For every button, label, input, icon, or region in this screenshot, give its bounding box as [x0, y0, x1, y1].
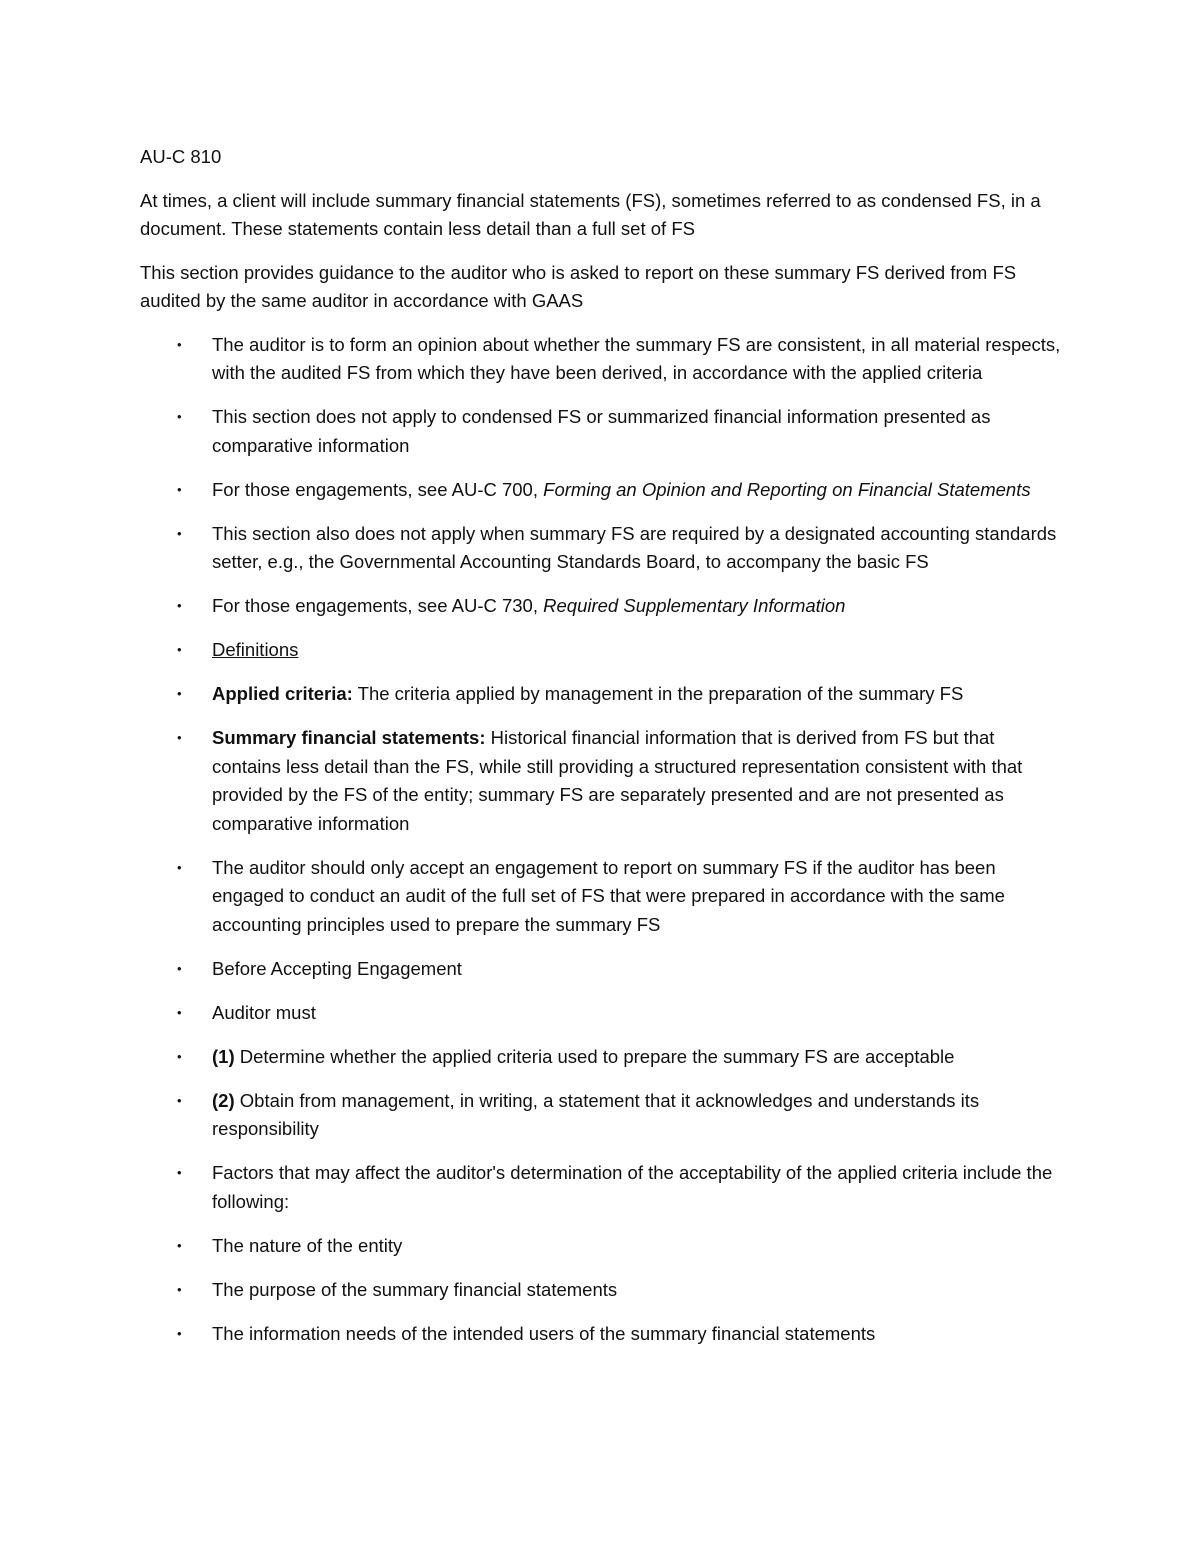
- bullet-text: Before Accepting Engagement: [212, 957, 462, 979]
- bullet-dot-icon: •: [177, 1092, 182, 1108]
- bullet-item: [140, 1087, 1065, 1144]
- bullet-item: [140, 1320, 1065, 1349]
- bullet-item: [140, 955, 1065, 984]
- bullet-item: [140, 520, 1065, 577]
- bullet-dot-icon: •: [177, 1165, 182, 1180]
- bullet-dot-icon: •: [177, 481, 182, 497]
- bullet-section-heading: Definitions: [212, 639, 299, 660]
- document-title: AU-C 810: [140, 146, 222, 167]
- bullet-text: The criteria applied by management in the preparation of the summary FS: [352, 683, 964, 704]
- bullet-text: Determine whether the applied criteria used to prepare the summary FS are acceptable: [234, 1045, 955, 1067]
- bullet-item: [140, 1232, 1065, 1261]
- bullet-text: The auditor is to form an opinion about whether the summary FS are consistent, in all material respects, with the audited FS from which they have been derived, in accordance with the applied criteria: [212, 333, 1061, 383]
- bullet-dot-icon: •: [177, 730, 182, 745]
- bullet-italic-title: Forming an Opinion and Reporting on Financial Statements: [543, 478, 1031, 500]
- bullet-dot-icon: •: [177, 598, 182, 613]
- bullet-item: [140, 680, 1065, 709]
- bullet-item: [140, 1043, 1065, 1072]
- bullet-item: [140, 1159, 1065, 1216]
- bullet-item: [140, 476, 1065, 505]
- document-body: [140, 143, 1065, 1364]
- bullet-dot-icon: •: [177, 960, 182, 976]
- bullet-text: Historical financial information that is derived from FS but that contains less detail than the FS, while still providing a structured representation consistent with that provided by the FS of the entity; summary FS are separately presented and are not presented as comparative information: [212, 727, 1023, 834]
- scope-paragraph: This section provides guidance to the auditor who is asked to report on these summary FS derived from FS audited by the same auditor in accordance with GAAS: [140, 261, 1017, 311]
- bullet-text-prefix: For those engagements, see AU-C 700,: [212, 478, 544, 500]
- bullet-item: [140, 999, 1065, 1028]
- bullet-text: This section does not apply to condensed FS or summarized financial information presented as comparative information: [212, 406, 991, 456]
- bullet-text: The information needs of the intended users of the summary financial statements: [212, 1322, 876, 1344]
- intro-paragraph: At times, a client will include summary financial statements (FS), sometimes referred to as condensed FS, in a document. These statements contain less detail than a full set of FS: [140, 189, 1041, 239]
- bullet-dot-icon: •: [177, 409, 182, 424]
- bullet-text: This section also does not apply when summary FS are required by a designated accounting standards setter, e.g., the Governmental Accounting Standards Board, to accompany the basic FS: [212, 522, 1057, 572]
- bullet-item: [140, 331, 1065, 388]
- bullet-dot-icon: •: [177, 686, 182, 701]
- bullet-item: [140, 592, 1065, 621]
- bullet-item: [140, 1276, 1065, 1305]
- bullet-bold-label: (2): [212, 1089, 235, 1111]
- bullet-text: The purpose of the summary financial statements: [212, 1278, 618, 1300]
- bullet-text: The nature of the entity: [212, 1234, 403, 1256]
- bullet-item: [140, 403, 1065, 460]
- bullet-bold-label: Summary financial statements:: [212, 727, 486, 748]
- bullet-item: [140, 854, 1065, 940]
- bullet-list: [140, 331, 1065, 1349]
- bullet-bold-label: (1): [212, 1045, 235, 1067]
- bullet-dot-icon: •: [177, 1281, 182, 1297]
- bullet-bold-label: Applied criteria:: [212, 683, 353, 704]
- bullet-dot-icon: •: [177, 642, 182, 657]
- bullet-text: Obtain from management, in writing, a statement that it acknowledges and understands its responsibility: [212, 1089, 980, 1139]
- bullet-item: [140, 636, 1065, 665]
- bullet-dot-icon: •: [177, 1004, 182, 1020]
- bullet-text: The auditor should only accept an engagement to report on summary FS if the auditor has been engaged to conduct an audit of the full set of FS that were prepared in accordance with the same accounting principles used to prepare the summary FS: [212, 856, 1005, 935]
- bullet-dot-icon: •: [177, 859, 182, 875]
- bullet-dot-icon: •: [177, 1048, 182, 1064]
- bullet-text: Auditor must: [212, 1001, 316, 1023]
- bullet-dot-icon: •: [177, 1237, 182, 1253]
- bullet-text-prefix: For those engagements, see AU-C 730,: [212, 595, 544, 616]
- bullet-dot-icon: •: [177, 1325, 182, 1341]
- bullet-text: Factors that may affect the auditor's determination of the acceptability of the applied criteria include the following:: [212, 1162, 1053, 1212]
- bullet-dot-icon: •: [177, 525, 182, 541]
- bullet-item: [140, 724, 1065, 838]
- bullet-dot-icon: •: [177, 336, 182, 352]
- bullet-italic-title: Required Supplementary Information: [543, 595, 846, 616]
